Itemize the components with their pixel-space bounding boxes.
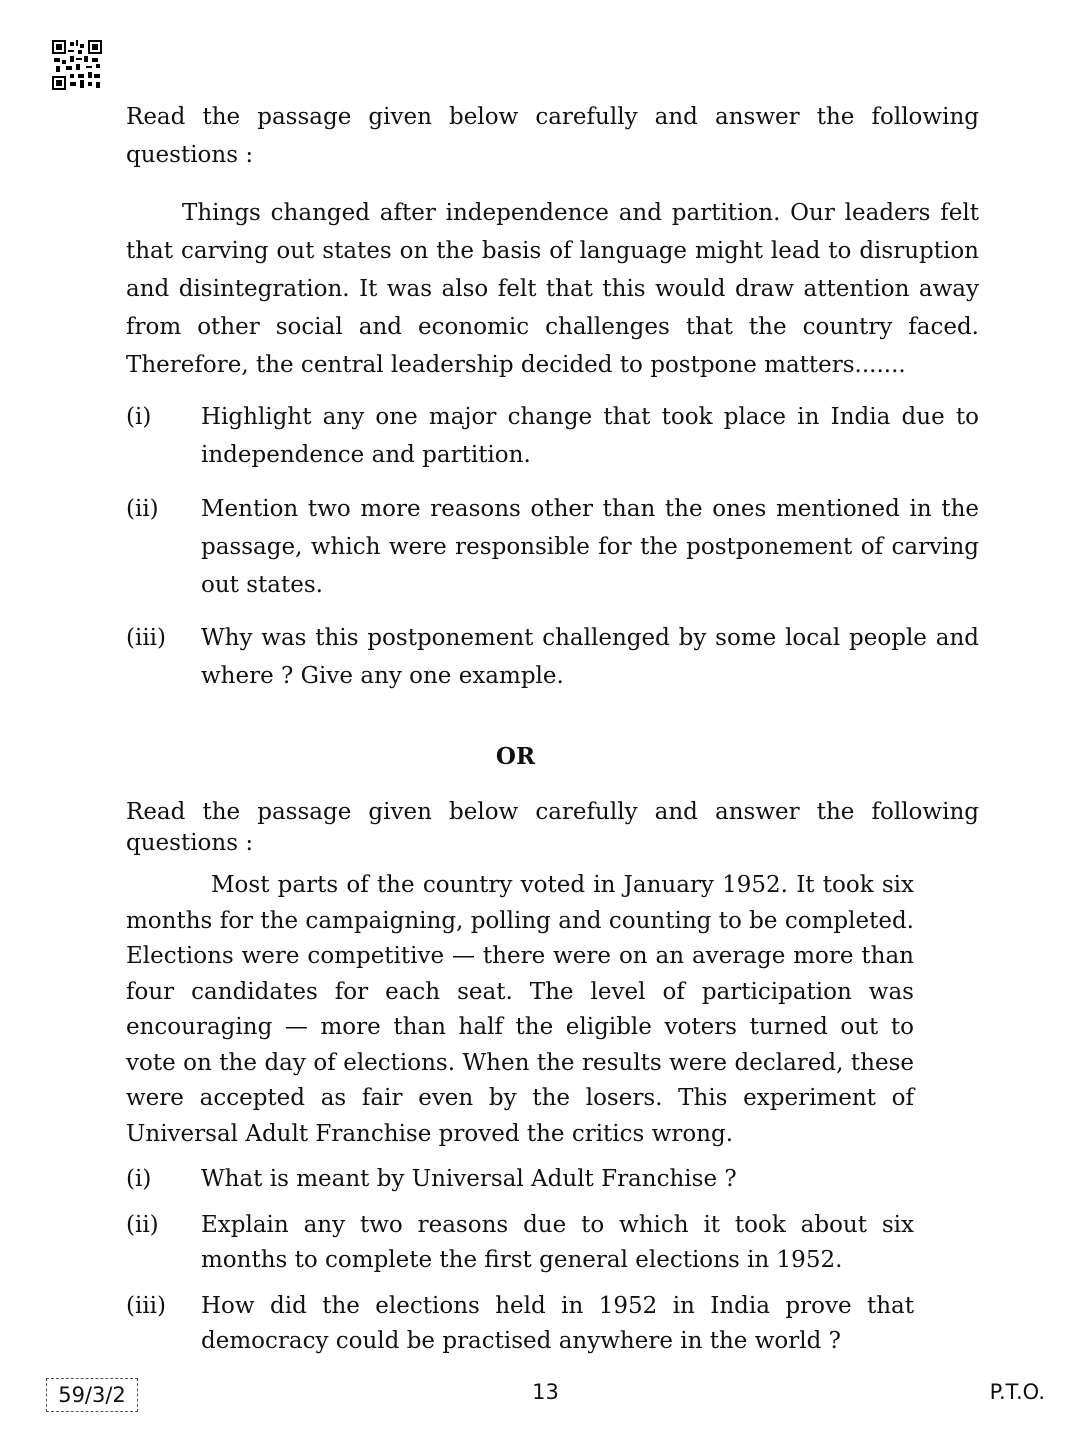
question-number: (ii) [126, 496, 159, 522]
question-number: (i) [126, 404, 152, 430]
question-number: (ii) [126, 1212, 159, 1238]
qr-code-icon [52, 40, 102, 90]
passage-1: Things changed after independence and partition. Our leaders felt that carving out states on the basis of language might lead to disruption and disintegration. It was also felt that this would draw attention away from other social and economic challenges that the country faced. Therefore, the central leadership decided to postpone matters....... [126, 200, 979, 378]
question-number: (i) [126, 1166, 152, 1192]
passage-2: Most parts of the country voted in January 1952. It took six months for the campaigning, polling and counting to be completed. Elections were competitive — there were on an average more than four candidates for each seat. The level of participation was encouraging — more than half the eligible voters turned out to vote on the day of elections. When the results were declared, these were accepted as fair even by the losers. This experiment of Universal Adult Franchise proved the critics wrong. [126, 872, 914, 1147]
or-separator: OR [495, 743, 536, 770]
question-text: How did the elections held in 1952 in India prove that democracy could be practised anywhere in the world ? [201, 1293, 914, 1354]
question-text: Highlight any one major change that took place in India due to independence and partition. [201, 404, 979, 468]
question-number: (iii) [126, 1293, 167, 1319]
question-number: (iii) [126, 625, 167, 651]
question-text: Explain any two reasons due to which it took about six months to complete the first general elections in 1952. [201, 1212, 914, 1273]
intro-text-1: Read the passage given below carefully and answer the following questions : [126, 104, 979, 168]
question-text: What is meant by Universal Adult Franchise ? [201, 1166, 737, 1192]
question-text: Why was this postponement challenged by some local people and where ? Give any one example. [201, 625, 979, 689]
paper-code-text: 59/3/2 [58, 1383, 126, 1407]
page-number: 13 [532, 1380, 559, 1404]
pto-label: P.T.O. [989, 1380, 1045, 1404]
question-text: Mention two more reasons other than the ones mentioned in the passage, which were responsible for the postponement of carving out states. [201, 496, 979, 598]
intro-text-2: Read the passage given below carefully and answer the following questions : [126, 799, 979, 856]
